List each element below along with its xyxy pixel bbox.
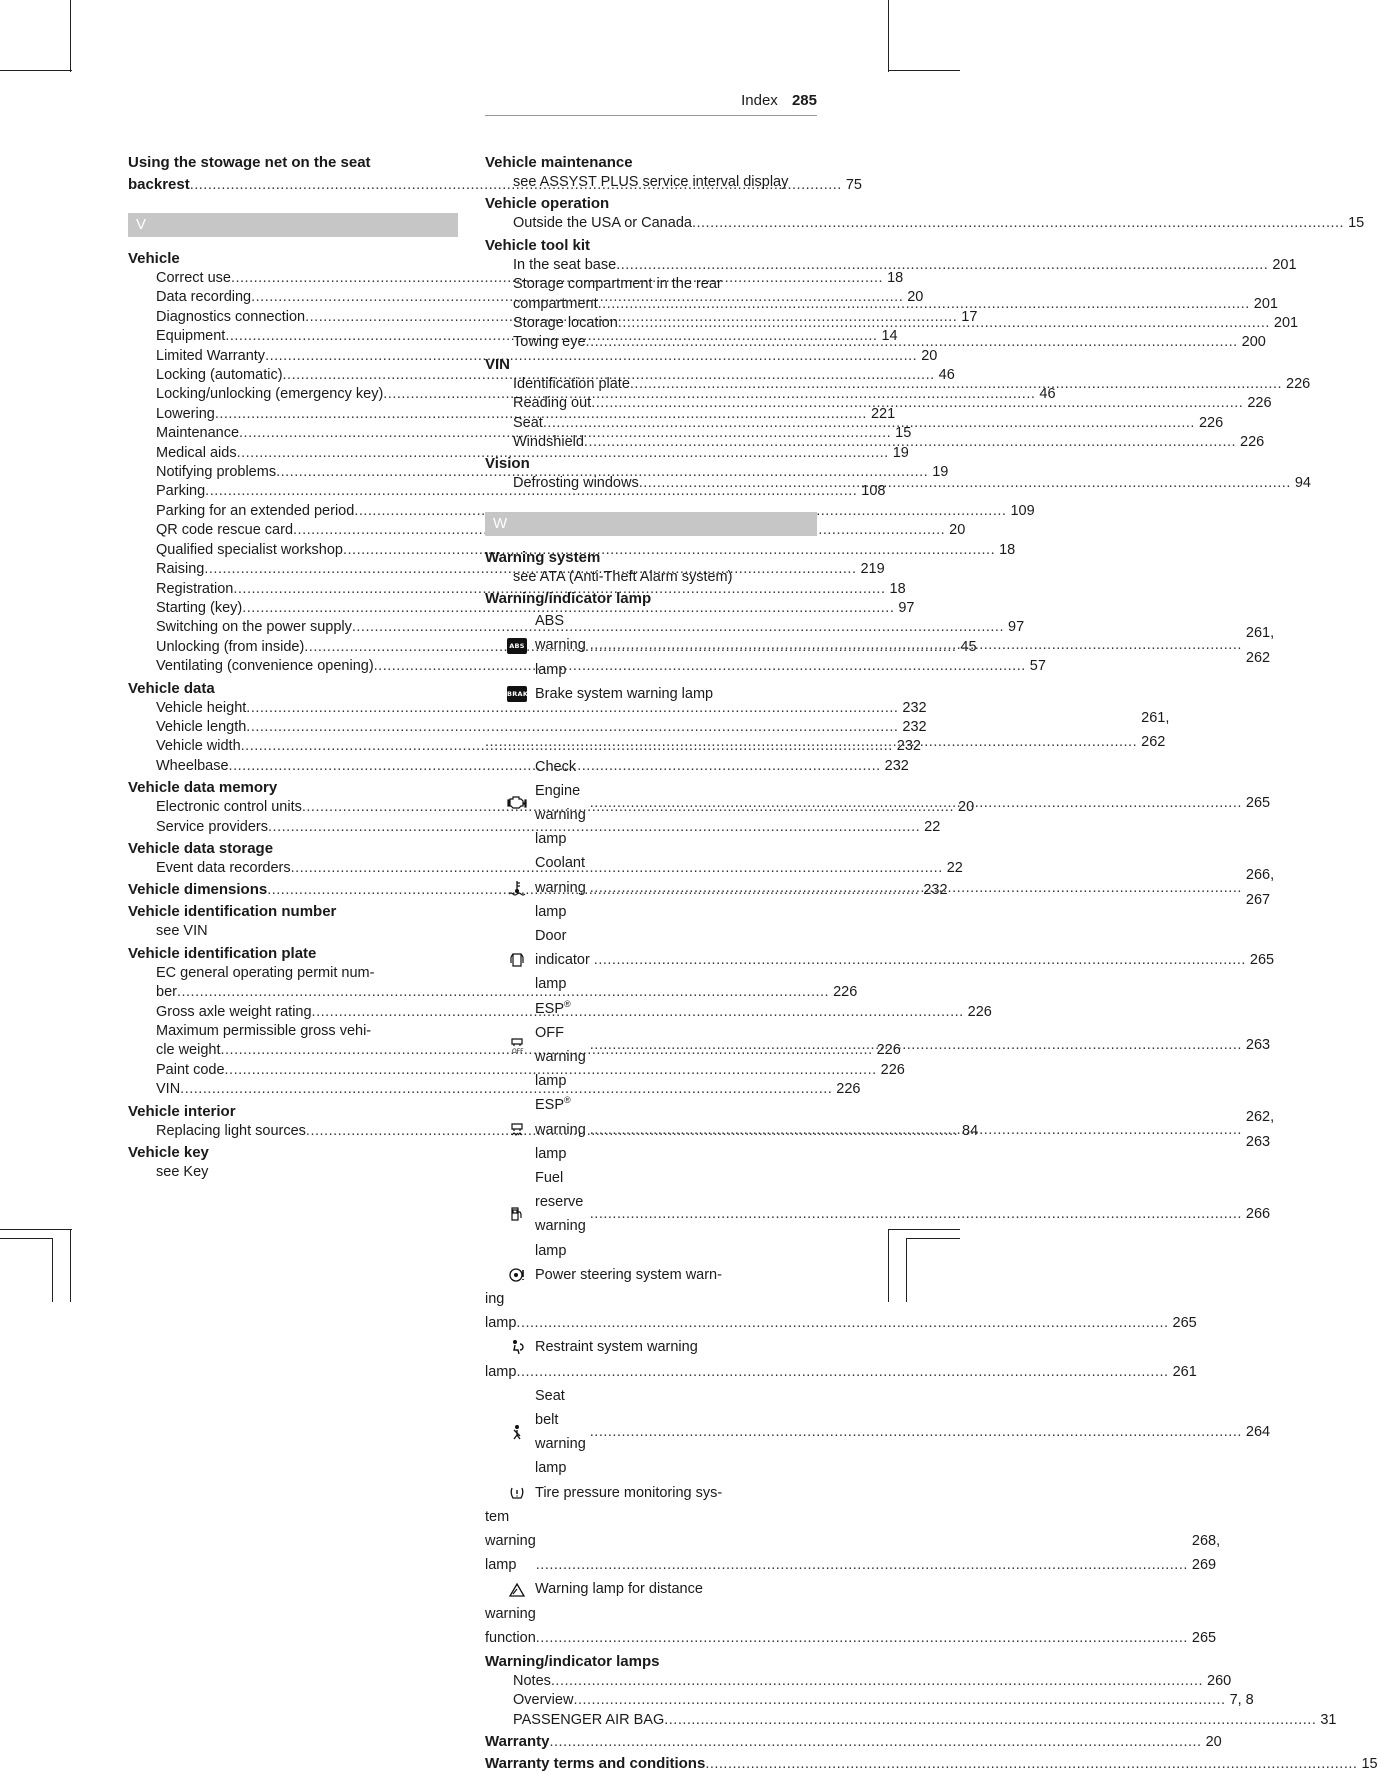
esp-icon: [507, 1122, 527, 1138]
index-subentry: Storage compartment in the rear: [513, 276, 722, 293]
index-subentry: Identification plate ..... 226: [485, 375, 817, 394]
index-subentry: Service providers ..... 22: [128, 818, 458, 837]
index-subentry: Electronic control units ..... 20: [128, 798, 458, 817]
index-subentry: Maintenance ..... 15: [128, 424, 458, 443]
abs-warning-icon: ABS: [507, 638, 527, 654]
section-band-w: W: [485, 512, 817, 536]
see-reference: see ATA (Anti-Theft Alarm system): [513, 568, 733, 585]
distance-warning-icon: [507, 1582, 527, 1598]
crop-mark: [888, 70, 960, 71]
index-heading: Vehicle identification number: [128, 903, 337, 921]
index-entry: Warranty ..... 20: [485, 1732, 817, 1752]
index-heading: Vehicle data memory: [128, 779, 278, 797]
page-header: [741, 92, 817, 109]
index-subentry: Ventilating (convenience opening) ..... 57: [128, 657, 458, 676]
index-heading: Vehicle identification plate: [128, 944, 317, 962]
index-subentry: BRAKE Brake system warning lamp: [507, 685, 714, 702]
index-subentry: Switching on the power supply ..... 97: [128, 618, 458, 637]
index-heading: Vehicle data storage: [128, 839, 274, 857]
crop-mark: [0, 1238, 52, 1239]
index-subentry: Towing eye ..... 200: [485, 333, 817, 352]
index-subentry: Seat ..... 226: [485, 414, 817, 433]
index-subentry: Maximum permissible gross vehi-: [156, 1023, 372, 1039]
index-heading: Warning system: [485, 548, 601, 566]
tire-pressure-icon: [507, 1485, 527, 1501]
fuel-pump-icon: [507, 1206, 527, 1222]
check-engine-icon: [507, 795, 527, 811]
index-subentry: compartment ..... 201: [485, 295, 817, 314]
restraint-system-icon: [507, 1339, 527, 1355]
index-subentry: warning function ..... 265: [485, 1602, 817, 1650]
index-subentry: Equipment ..... 14: [128, 327, 458, 346]
section-title: Index: [741, 92, 778, 109]
index-subentry: Replacing light sources ..... 84: [128, 1122, 458, 1141]
index-subentry: Notifying problems ..... 19: [128, 463, 458, 482]
index-entry: Warranty terms and conditions ..... 15: [485, 1754, 817, 1774]
index-subentry: Qualified specialist workshop ..... 18: [128, 541, 458, 560]
index-subentry: Diagnostics connection ..... 17: [128, 308, 458, 327]
index-heading: Vehicle data: [128, 679, 215, 697]
index-subentry: OFF ESP® OFF warning lamp ..... 263: [485, 997, 817, 1094]
index-subentry: Locking (automatic) ..... 46: [128, 366, 458, 385]
index-subentry: Starting (key) ..... 97: [128, 599, 458, 618]
index-subentry: Overview ..... 7, 8: [485, 1691, 817, 1710]
index-subentry: Medical aids ..... 19: [128, 444, 458, 463]
see-reference: see ASSYST PLUS service interval display: [513, 174, 789, 190]
index-subentry: Paint code ..... 226: [128, 1061, 458, 1080]
section-band-v: V: [128, 213, 458, 237]
power-steering-icon: [507, 1267, 527, 1283]
index-subentry: Notes ..... 260: [485, 1672, 817, 1691]
crop-mark: [888, 1229, 960, 1230]
index-subentry: ESP® warning lamp ..... 262, 263: [485, 1093, 817, 1166]
see-reference: see Key: [156, 1164, 209, 1181]
index-heading: Vehicle maintenance: [485, 154, 633, 171]
crop-mark: [906, 1238, 960, 1239]
index-subentry: Event data recorders ..... 22: [128, 859, 458, 878]
index-subentry: Limited Warranty ..... 20: [128, 347, 458, 366]
index-heading: Vision: [485, 455, 530, 473]
index-subentry: cle weight ..... 226: [128, 1041, 458, 1060]
index-subentry: Reading out ..... 226: [485, 394, 817, 413]
index-subentry: lamp ..... 261: [485, 1360, 817, 1384]
crop-mark: [0, 1229, 72, 1230]
index-entry: backrest ..... 75: [128, 175, 458, 195]
index-subentry: Fuel reserve warning lamp ..... 266: [485, 1166, 817, 1263]
index-subentry: Unlocking (from inside) ..... 45: [128, 638, 458, 657]
index-heading: Vehicle: [128, 250, 180, 267]
index-subentry: PASSENGER AIR BAG ..... 31: [485, 1711, 817, 1730]
page-number: 285: [791, 92, 817, 109]
index-subentry: ber ..... 226: [128, 983, 458, 1002]
index-heading: VIN: [485, 355, 511, 373]
index-subentry: Data recording ..... 20: [128, 288, 458, 307]
index-subentry: ABS ABS warning lamp ..... 261, 262: [485, 609, 817, 682]
esp-off-icon: [507, 1037, 527, 1053]
index-subentry: Parking ..... 108: [128, 482, 458, 501]
index-subentry: ing lamp ..... 265: [485, 1287, 817, 1335]
index-heading: Warning/indicator lamp: [485, 590, 652, 608]
crop-mark: [70, 0, 71, 72]
index-subentry: Correct use ..... 18: [128, 269, 458, 288]
index-subentry: Gross axle weight rating ..... 226: [128, 1003, 458, 1022]
crop-mark: [888, 0, 889, 72]
index-heading: Vehicle key: [128, 1144, 209, 1162]
index-heading: Vehicle tool kit: [485, 236, 591, 254]
index-subentry: tem warning lamp ..... 268, 269: [485, 1505, 817, 1578]
crop-mark: [888, 1229, 889, 1302]
index-subentry: Storage location ..... 201: [485, 314, 817, 333]
index-heading: Vehicle interior: [128, 1102, 236, 1120]
index-subentry: Power steering system warn-: [485, 1263, 817, 1287]
index-heading: Using the stowage net on the seat: [128, 154, 371, 171]
index-subentry: Door indicator lamp ..... 265: [485, 924, 817, 997]
index-subentry: Parking for an extended period ..... 109: [128, 502, 458, 521]
index-subentry: Coolant warning lamp ..... 266, 267: [485, 851, 817, 924]
index-subentry: QR code rescue card ..... 20: [128, 521, 458, 540]
index-subentry: Check Engine warning lamp ..... 265: [485, 755, 817, 852]
crop-mark: [52, 1238, 53, 1302]
index-entry: Vehicle dimensions ..... 232: [128, 880, 458, 900]
index-subentry: EC general operating permit num-: [156, 964, 375, 981]
see-reference: see VIN: [156, 923, 208, 940]
brake-warning-icon: BRAKE: [507, 686, 527, 702]
seat-belt-icon: [507, 1424, 527, 1440]
index-subentry: Lowering ..... 221: [128, 405, 458, 424]
index-subentry: Vehicle length ..... 232: [128, 718, 458, 737]
index-subentry: Defrosting windows ..... 94: [485, 474, 817, 493]
index-subentry: Warning lamp for distance: [485, 1577, 817, 1601]
index-subentry: Windshield ..... 226: [485, 433, 817, 452]
svg-text:OFF: OFF: [512, 1047, 524, 1055]
index-subentry: Locking/unlocking (emergency key) ..... 46: [128, 385, 458, 404]
index-subentry: VIN ..... 226: [128, 1080, 458, 1099]
index-subentry: Vehicle height ..... 232: [128, 699, 458, 718]
crop-mark: [906, 1238, 907, 1302]
door-open-icon: [507, 952, 527, 968]
index-subentry: Outside the USA or Canada ..... 15: [485, 214, 817, 233]
index-subentry: Restraint system warning: [485, 1335, 817, 1359]
crop-mark: [70, 1229, 71, 1302]
index-subentry: Registration ..... 18: [128, 580, 458, 599]
index-subentry: ..... 261, 262: [485, 706, 817, 754]
crop-mark: [0, 70, 72, 71]
header-rule: [485, 115, 817, 116]
index-subentry: Seat belt warning lamp ..... 264: [485, 1384, 817, 1481]
coolant-temperature-icon: [507, 880, 527, 896]
index-subentry: Tire pressure monitoring sys-: [485, 1481, 817, 1505]
index-subentry: Raising ..... 219: [128, 560, 458, 579]
index-subentry: In the seat base ..... 201: [485, 256, 817, 275]
index-heading: Vehicle operation: [485, 195, 610, 213]
index-subentry: Vehicle width ..... 232: [128, 737, 458, 756]
index-subentry: Wheelbase ..... 232: [128, 757, 458, 776]
index-heading: Warning/indicator lamps: [485, 1653, 660, 1671]
